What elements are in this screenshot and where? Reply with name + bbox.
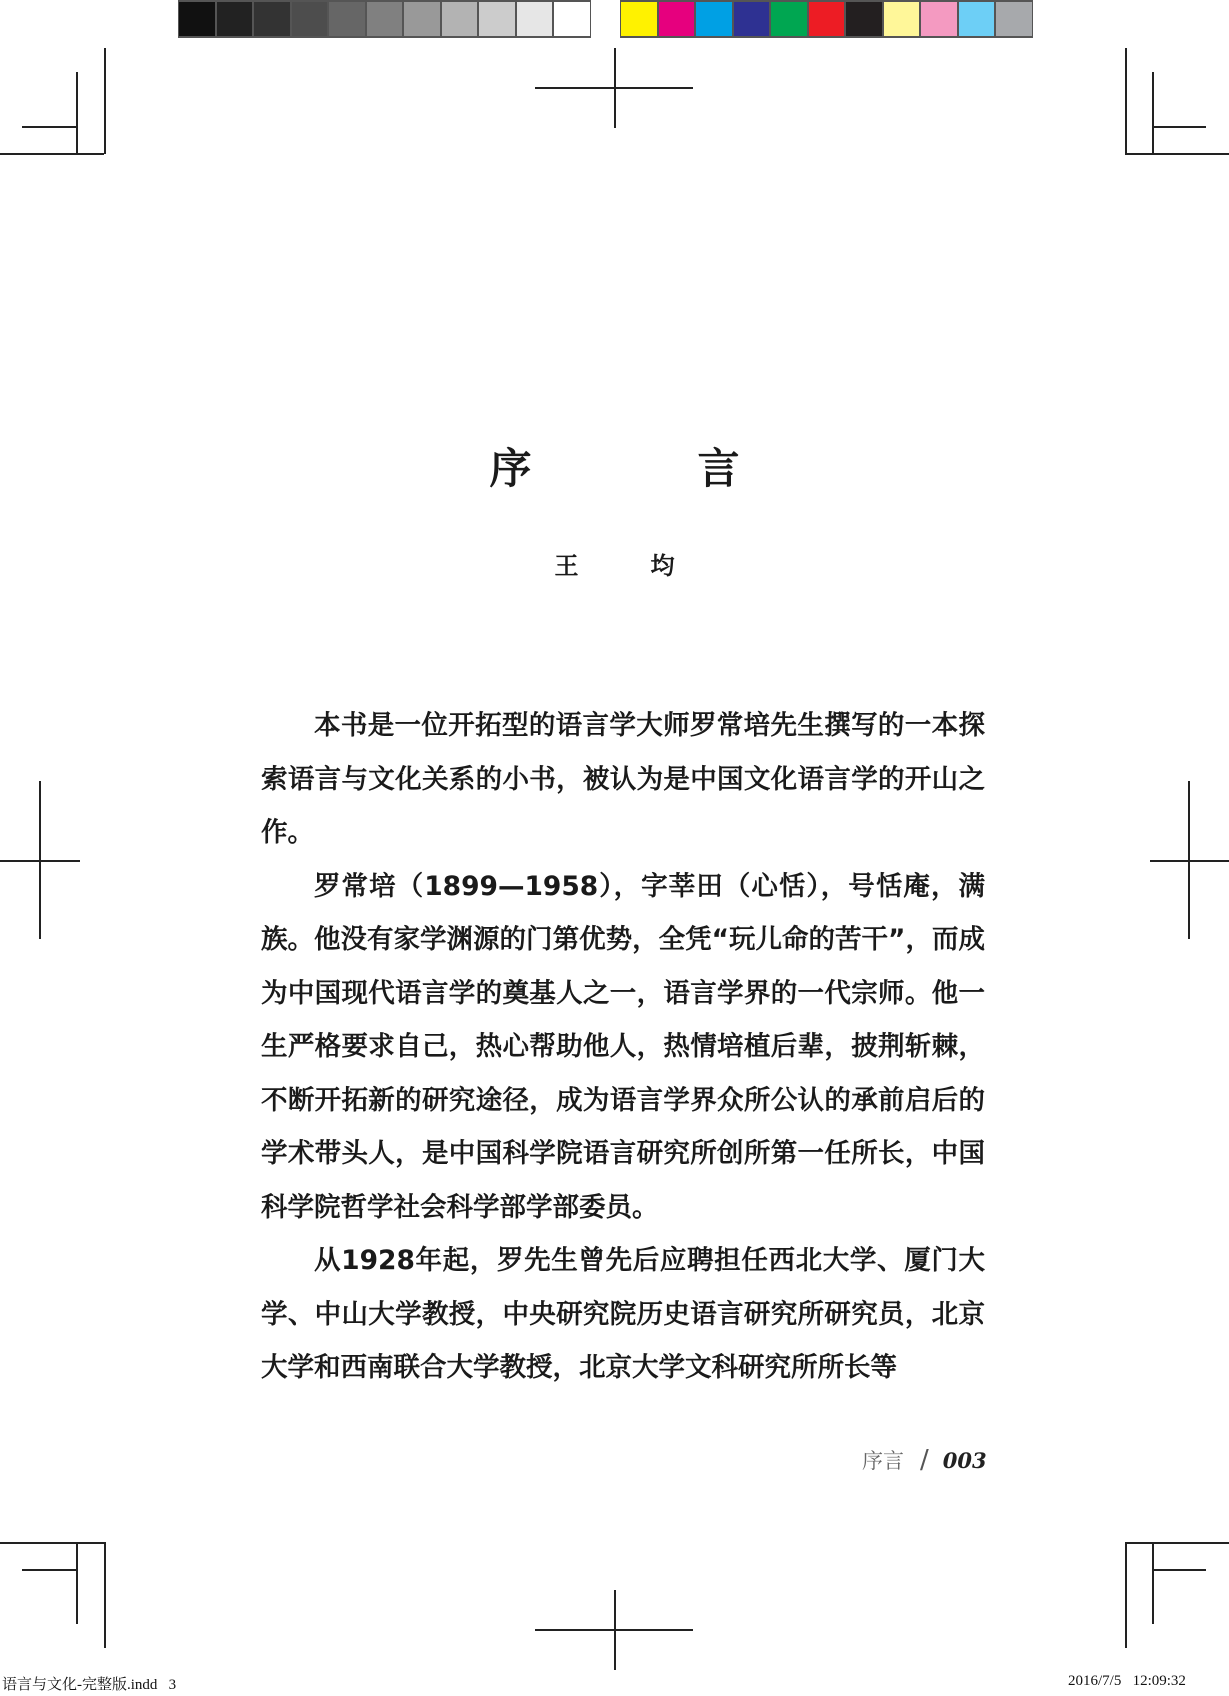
color-swatch <box>695 0 733 38</box>
paragraph: 从1928年起，罗先生曾先后应聘担任西北大学、厦门大学、中山大学教授，中央研究院历史语言研究所研究员，北京大学和西南联合大学教授，北京大学文科研究所所长等 <box>261 1245 985 1383</box>
color-swatch <box>770 0 808 38</box>
color-swatch <box>403 0 441 38</box>
color-swatch <box>516 0 554 38</box>
page-title: 序 言 <box>489 444 802 493</box>
color-swatch <box>553 0 591 38</box>
footer-section-title: 序言 <box>862 1449 904 1473</box>
color-swatch <box>253 0 291 38</box>
body-text <box>261 699 985 1395</box>
color-swatch <box>808 0 846 38</box>
slug-filename: 语言与文化-完整版.indd 3 <box>2 1677 177 1693</box>
author-name: 王 均 <box>554 552 699 580</box>
color-swatch <box>178 0 216 38</box>
gray-color-bar <box>178 0 591 42</box>
process-color-bar <box>620 0 1033 42</box>
color-swatch <box>920 0 958 38</box>
color-swatch <box>441 0 479 38</box>
color-swatch <box>883 0 921 38</box>
color-swatch <box>658 0 696 38</box>
color-swatch <box>478 0 516 38</box>
color-swatch <box>366 0 404 38</box>
color-swatch <box>995 0 1033 38</box>
color-swatch <box>216 0 254 38</box>
color-swatch <box>845 0 883 38</box>
footer-slash: / <box>920 1445 929 1475</box>
page-number: 003 <box>942 1447 987 1473</box>
color-swatch <box>733 0 771 38</box>
slug-timestamp: 2016/7/5 12:09:32 <box>1068 1673 1186 1689</box>
color-swatch <box>620 0 658 38</box>
color-swatch <box>328 0 366 38</box>
color-swatch <box>291 0 329 38</box>
color-swatch <box>958 0 996 38</box>
running-footer <box>862 1445 987 1475</box>
paragraph: 罗常培（1899—1958），字莘田（心恬），号恬庵，满族。他没有家学渊源的门第优势，全凭“玩儿命的苦干”，而成为中国现代语言学的奠基人之一，语言学界的一代宗师。他一生严格要求自己，热心帮助他人，热情培植后辈，披荆斩棘，不断开拓新的研究途径，成为语言学界众所公认的承前启后的学术带头人，是中国科学院语言研究所创所第一任所长，中国科学院哲学社会科学部学部委员。 <box>261 870 985 1223</box>
paragraph: 本书是一位开拓型的语言学大师罗常培先生撰写的一本探索语言与文化关系的小书，被认为是中国文化语言学的开山之作。 <box>261 710 985 848</box>
